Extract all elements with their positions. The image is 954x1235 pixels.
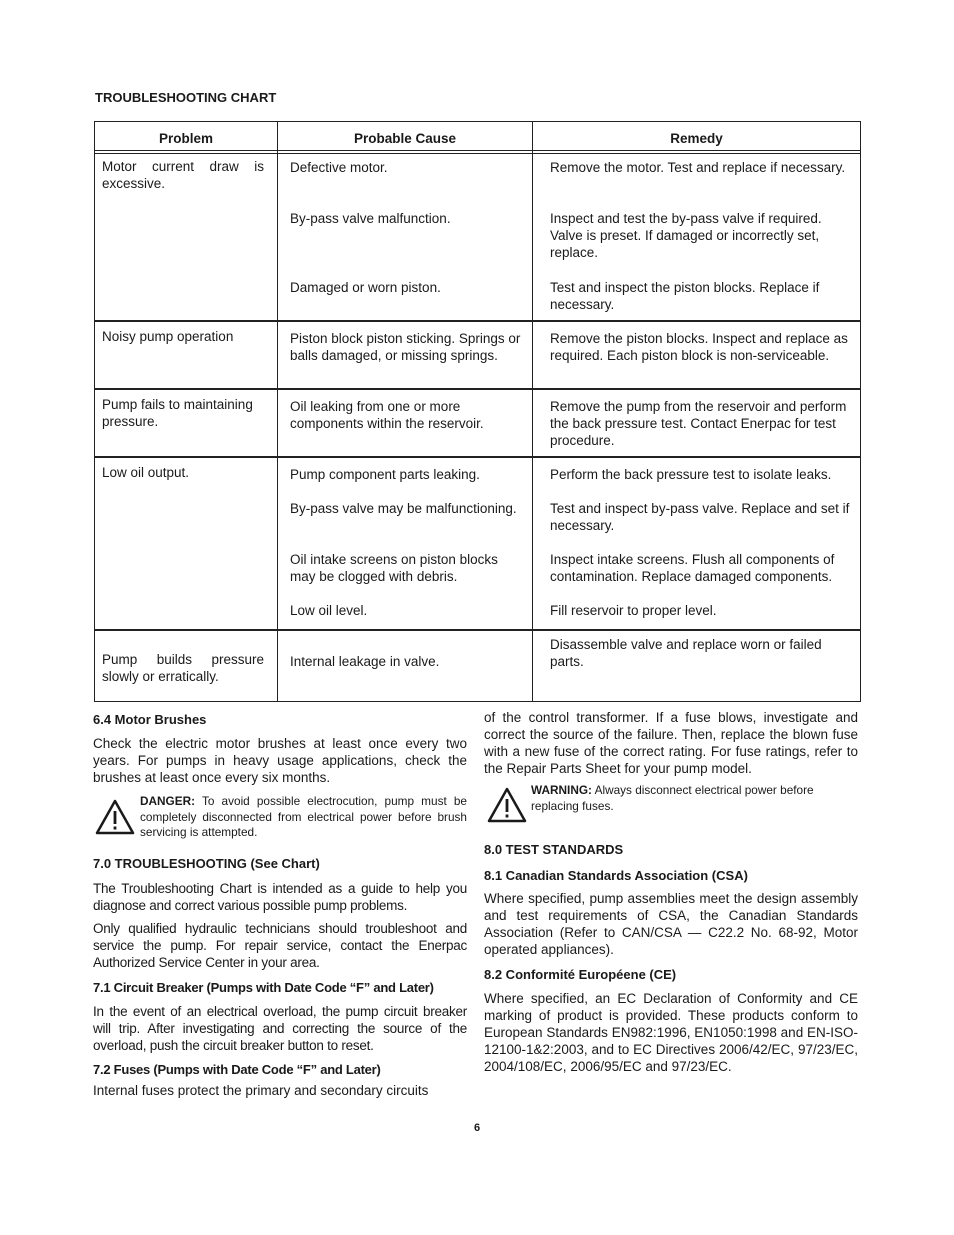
cause-cell: Piston block piston sticking. Springs or balls damaged, or missing springs. <box>290 331 521 363</box>
cause-cell: Low oil level. <box>290 603 368 618</box>
section-7-0-heading: 7.0 TROUBLESHOOTING (See Chart) <box>93 856 320 871</box>
remedy-cell: Inspect intake screens. Flush all components of contamination. Replace damaged components. <box>550 552 835 584</box>
cause-cell: By-pass valve may be malfunctioning. <box>290 501 517 516</box>
row-divider <box>95 456 860 458</box>
header-problem: Problem <box>158 131 213 146</box>
section-7-2-continued-text: of the control transformer. If a fuse blows, investigate and correct the source of the failure. Then, replace the blown fuse with a new fuse of the correct rating. For fuse ratings, refer to the Repair Parts Sheet for your pump model. <box>484 710 858 776</box>
section-7-0-text-2: Only qualified hydraulic technicians should troubleshoot and service the pump. For repair service, contact the Enerpac Authorized Service Center in your area. <box>93 921 467 970</box>
section-7-2-text: Internal fuses protect the primary and secondary circuits <box>93 1083 429 1098</box>
problem-cell: Pump fails to maintaining pressure. <box>102 397 253 429</box>
cause-cell: Internal leakage in valve. <box>290 654 440 669</box>
section-7-0-text-1: The Troubleshooting Chart is intended as a guide to help you diagnose and correct various possible pump problems. <box>93 881 467 913</box>
section-7-2-heading: 7.2 Fuses (Pumps with Date Code “F” and Later) <box>93 1062 381 1077</box>
warning-label: WARNING: <box>531 783 592 797</box>
troubleshooting-table <box>94 121 861 702</box>
problem-cell: Noisy pump operation <box>102 329 234 344</box>
warning-note <box>531 783 858 814</box>
header-probable-cause: Probable Cause <box>353 131 457 146</box>
remedy-cell: Perform the back pressure test to isolate leaks. <box>550 467 832 482</box>
page-number: 6 <box>473 1122 481 1134</box>
remedy-cell: Fill reservoir to proper level. <box>550 603 717 618</box>
section-8-0-heading: 8.0 TEST STANDARDS <box>484 842 624 857</box>
section-8-1-text: Where specified, pump assemblies meet the design assembly and test requirements of CSA, the Canadian Standards Association (Refer to CAN/CSA — C22.2 No. 68-92, Motor operated appliances). <box>484 891 858 957</box>
problem-cell: Motor current draw is excessive. <box>102 159 264 191</box>
column-divider <box>277 122 278 701</box>
row-divider <box>95 388 860 390</box>
cause-cell: Oil leaking from one or more components within the reservoir. <box>290 399 484 431</box>
cause-cell: Defective motor. <box>290 160 388 175</box>
remedy-cell: Inspect and test the by-pass valve if required. Valve is preset. If damaged or incorrectly set, replace. <box>550 211 822 260</box>
section-8-2-heading: 8.2 Conformité Européene (CE) <box>484 967 677 982</box>
remedy-cell: Remove the motor. Test and replace if necessary. <box>550 160 846 175</box>
column-divider <box>532 122 533 701</box>
remedy-cell: Test and inspect by-pass valve. Replace and set if necessary. <box>550 501 850 533</box>
section-7-1-heading: 7.1 Circuit Breaker (Pumps with Date Code “F” and Later) <box>93 980 434 995</box>
remedy-cell: Disassemble valve and replace worn or failed parts. <box>550 637 822 669</box>
danger-text: To avoid possible electrocution, pump must be completely disconnected from electrical power before brush servicing is attempted. <box>140 794 467 839</box>
header-rule <box>95 150 860 151</box>
header-rule <box>95 153 860 154</box>
danger-label: DANGER: <box>140 794 196 808</box>
cause-cell: Oil intake screens on piston blocks may be clogged with debris. <box>290 552 498 584</box>
section-8-2-text: Where specified, an EC Declaration of Conformity and CE marking of product is provided. These products conform to European Standards EN982:1996, EN1050:1998 and EN-ISO-12100-1&2:2003, and to EC Directives 2006/42/EC, 97/23/EC, 2004/108/EC, 2006/95/EC and 97/23/EC. <box>484 991 858 1074</box>
row-divider <box>95 320 860 322</box>
remedy-cell: Remove the pump from the reservoir and perform the back pressure test. Contact Enerpac for test procedure. <box>550 399 847 448</box>
cause-cell: By-pass valve malfunction. <box>290 211 451 226</box>
section-8-1-heading: 8.1 Canadian Standards Association (CSA) <box>484 868 748 883</box>
warning-icon <box>487 787 527 823</box>
section-7-1-text: In the event of an electrical overload, the pump circuit breaker will trip. After investigating and correcting the source of the overload, push the circuit breaker button to reset. <box>93 1004 467 1053</box>
warning-text: Always disconnect electrical power before replacing fuses. <box>531 783 814 813</box>
section-6-4-text: Check the electric motor brushes at least once every two years. For pumps in heavy usage applications, check the brushes at least once every six months. <box>93 736 467 785</box>
row-divider <box>95 629 860 631</box>
cause-cell: Damaged or worn piston. <box>290 280 441 295</box>
remedy-cell: Test and inspect the piston blocks. Replace if necessary. <box>550 280 820 312</box>
problem-cell: Low oil output. <box>102 465 190 480</box>
danger-warning-icon <box>95 799 135 835</box>
cause-cell: Pump component parts leaking. <box>290 467 480 482</box>
danger-note <box>140 794 467 841</box>
problem-cell: Pump builds pressure slowly or erratically. <box>102 652 264 684</box>
remedy-cell: Remove the piston blocks. Inspect and replace as required. Each piston block is non-serviceable. <box>550 331 848 363</box>
section-6-4-heading: 6.4 Motor Brushes <box>93 712 207 727</box>
header-remedy: Remedy <box>670 131 723 146</box>
chart-title: TROUBLESHOOTING CHART <box>95 90 277 105</box>
